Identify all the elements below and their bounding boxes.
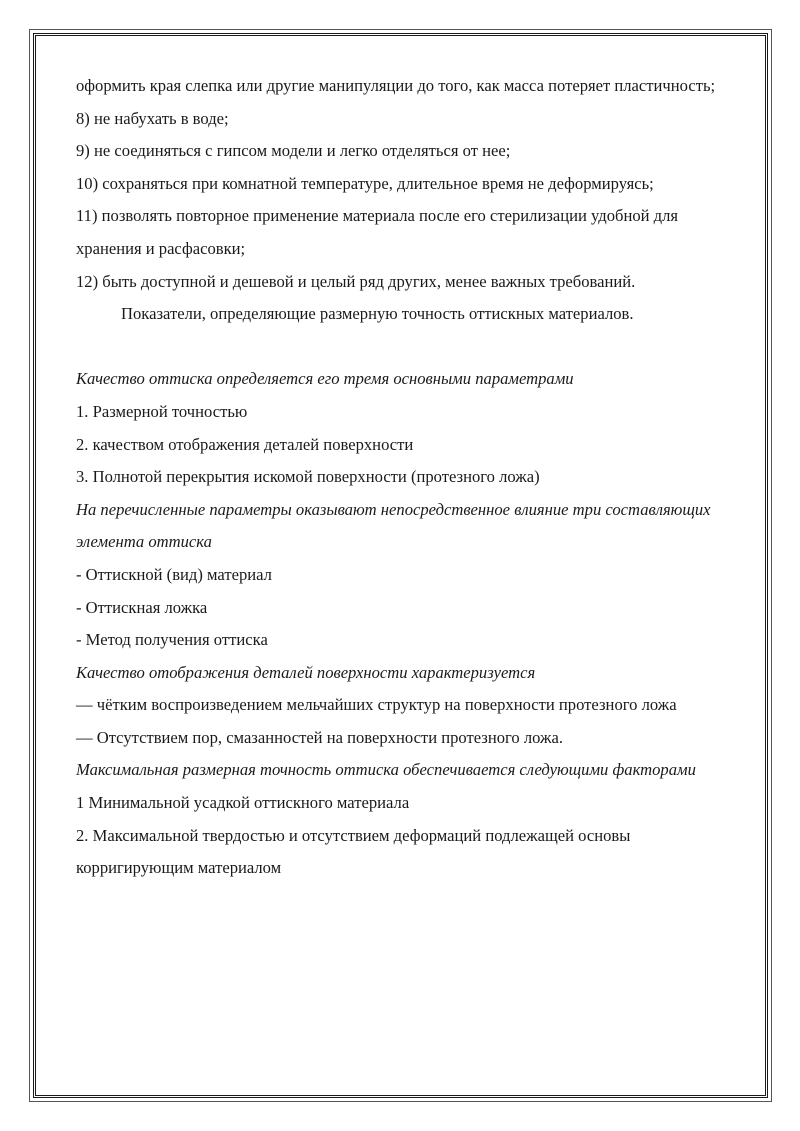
document-body: [76, 70, 726, 885]
list-item: 11) позволять повторное применение материала после его стерилизации удобной для хранения и расфасовки;: [76, 206, 679, 258]
list-item: — Отсутствием пор, смазанностей на поверхности протезного ложа.: [76, 727, 564, 747]
section-heading: Качество оттиска определяется его тремя основными параметрами: [76, 369, 574, 389]
paragraph: оформить края слепка или другие манипуляции до того, как масса потеряет пластичность;: [76, 76, 716, 95]
paragraph: Показатели, определяющие размерную точность оттискных материалов.: [121, 304, 634, 324]
section-heading: Качество отображения деталей поверхности характеризуется: [76, 662, 536, 682]
section-heading: На перечисленные параметры оказывают непосредственное влияние три составляющих элемента оттиска: [76, 499, 711, 552]
list-item: 2. Максимальной твердостью и отсутствием деформаций подлежащей основы корригирующим материалом: [76, 825, 631, 878]
list-item: 12) быть доступной и дешевой и целый ряд других, менее важных требований.: [76, 271, 636, 291]
list-item: - Метод получения оттиска: [76, 630, 268, 650]
list-item: 8) не набухать в воде;: [76, 108, 229, 128]
list-item: - Оттискной (вид) материал: [76, 564, 272, 584]
blank-line: [76, 331, 726, 364]
section-heading: Максимальная размерная точность оттиска обеспечивается следующими факторами: [76, 760, 696, 780]
list-item: 3. Полнотой перекрытия искомой поверхности (протезного ложа): [76, 467, 540, 487]
list-item: 9) не соединяться с гипсом модели и легко отделяться от нее;: [76, 141, 511, 161]
list-item: - Оттискная ложка: [76, 597, 208, 617]
list-item: 1. Размерной точностью: [76, 401, 248, 421]
list-item: 1 Минимальной усадкой оттискного материала: [76, 793, 410, 813]
list-item: 10) сохраняться при комнатной температуре, длительное время не деформируясь;: [76, 173, 654, 193]
list-item: — чётким воспроизведением мельчайших структур на поверхности протезного ложа: [76, 695, 677, 715]
list-item: 2. качеством отображения деталей поверхности: [76, 434, 414, 454]
